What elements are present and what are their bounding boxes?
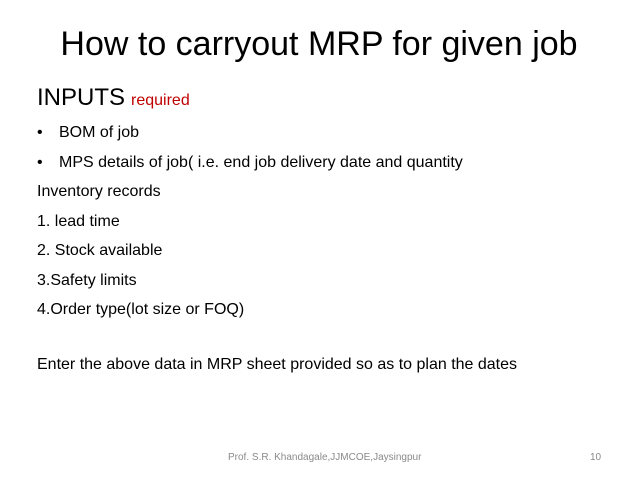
bullet-text: MPS details of job( i.e. end job delivery date and quantity: [59, 153, 463, 171]
inventory-records-heading: Inventory records: [37, 183, 161, 200]
list-item-stock-available: 2. Stock available: [37, 242, 163, 259]
list-item-order-type: 4.Order type(lot size or FOQ): [37, 301, 245, 318]
bullet-item: [37, 148, 617, 178]
bullet-glyph: •: [37, 153, 43, 171]
list-item-safety-limits: 3.Safety limits: [37, 271, 137, 289]
slide-title: How to carryout MRP for given job: [60, 25, 578, 63]
page-number: 10: [590, 452, 602, 463]
bullet-text: BOM of job: [59, 124, 140, 141]
inputs-label: INPUTS: [37, 84, 126, 111]
bullet-item: [37, 118, 617, 148]
list-item-lead-time: 1. lead time: [37, 212, 120, 230]
inputs-heading: [37, 78, 617, 118]
footer-credit: Prof. S.R. Khandagale,JJMCOE,Jaysingpur: [228, 452, 422, 463]
slide-content: [37, 78, 617, 377]
instruction-paragraph: Enter the above data in MRP sheet provided so as to plan the dates: [37, 355, 518, 373]
inputs-required-label: required: [131, 92, 190, 109]
bullet-glyph: •: [37, 124, 43, 141]
